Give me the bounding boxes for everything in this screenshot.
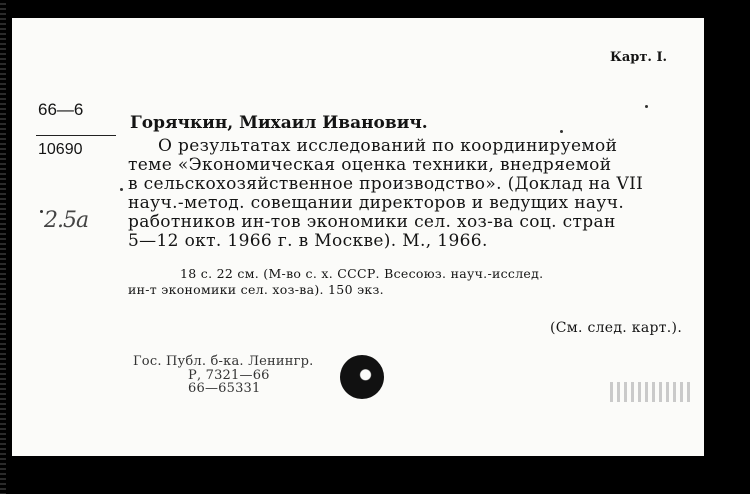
- title-line: в сельскохозяйственное производство». (Доклад на VII: [128, 174, 644, 194]
- ink-speck: [40, 210, 43, 213]
- ink-speck: [120, 188, 123, 191]
- title-line: теме «Экономическая оценка техники, внедряемой: [128, 155, 612, 175]
- library-stamp: [340, 355, 384, 399]
- see-next-card-note: (См. след. карт.).: [550, 320, 683, 336]
- title-line: науч.-метод. совещании директоров и ведущих науч.: [128, 193, 625, 213]
- call-number-bottom: 10690: [38, 141, 83, 158]
- call-number-top: 66—6: [38, 100, 84, 119]
- handwritten-note: 2.5а: [44, 208, 89, 233]
- title-line: работников ин-тов экономики сел. хоз-ва соц. стран: [128, 212, 616, 232]
- author-heading: Горячкин, Михаил Иванович.: [130, 113, 428, 133]
- library-name: Гос. Публ. б-ка. Ленингр.: [133, 354, 314, 369]
- ink-speck: [645, 105, 648, 108]
- library-code: Р, 7321—66: [188, 368, 270, 383]
- title-line: 5—12 окт. 1966 г. в Москве). М., 1966.: [128, 231, 488, 251]
- ink-speck: [560, 130, 563, 133]
- faded-stamp-mark: [610, 382, 690, 402]
- scan-edge: [0, 0, 6, 494]
- card-label: Карт. I.: [610, 50, 668, 65]
- call-number-divider: [36, 135, 116, 136]
- collation-line: ин-т экономики сел. хоз-ва). 150 экз.: [128, 282, 384, 297]
- title-line: О результатах исследований по координируемой: [158, 136, 618, 156]
- scan-background: [12, 456, 704, 494]
- collation-line: 18 с. 22 см. (М-во с. х. СССР. Всесоюз. науч.-исслед.: [180, 266, 544, 281]
- library-code: 66—65331: [188, 381, 261, 396]
